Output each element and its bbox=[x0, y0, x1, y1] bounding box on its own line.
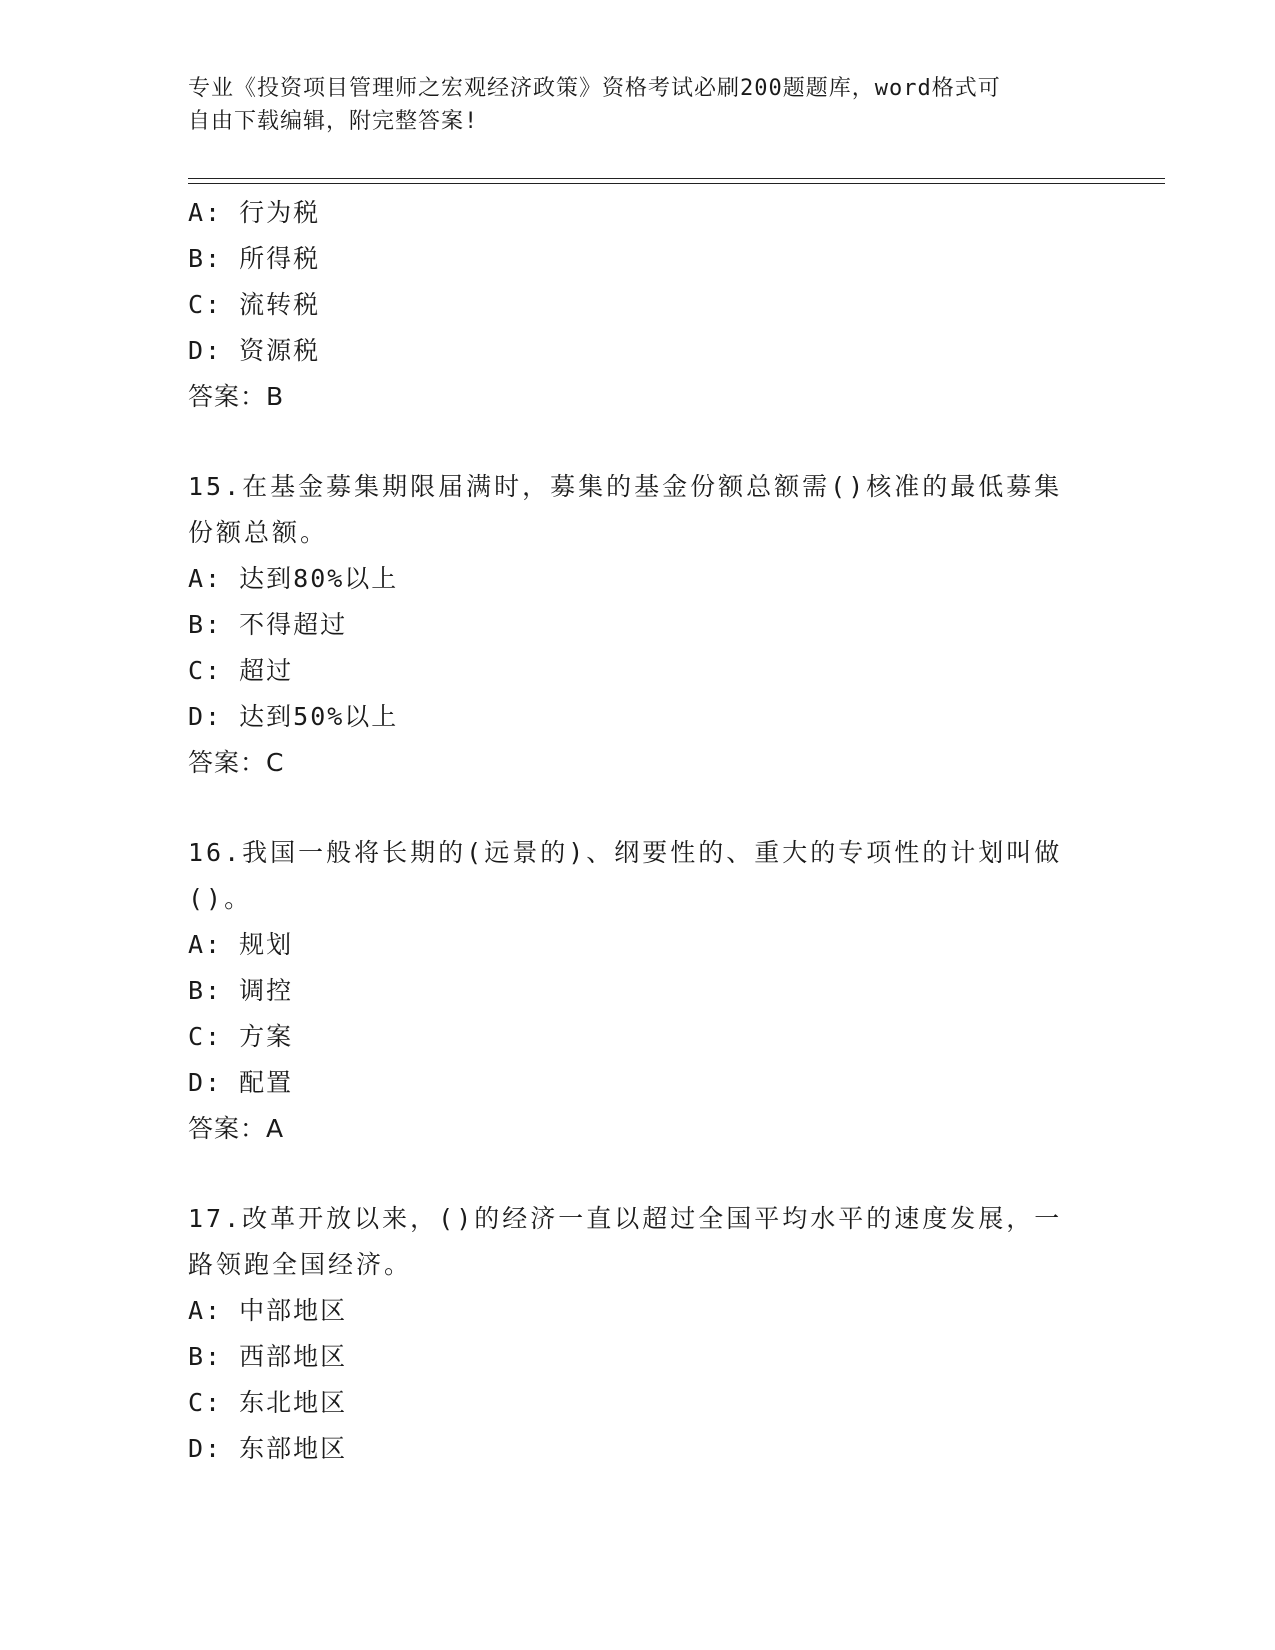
option-a: A: 行为税 bbox=[188, 198, 321, 227]
option-c: C: 超过 bbox=[188, 656, 294, 685]
option-d: D: 配置 bbox=[188, 1068, 294, 1097]
question-spacer bbox=[188, 786, 1088, 830]
question-spacer bbox=[188, 1152, 1088, 1196]
question-15 bbox=[188, 464, 1088, 786]
question-text-line-1: 17.改革开放以来，()的经济一直以超过全国平均水平的速度发展，一 bbox=[188, 1204, 1063, 1233]
question-text-line-1: 15.在基金募集期限届满时，募集的基金份额总额需()核准的最低募集 bbox=[188, 472, 1063, 501]
option-d: D: 资源税 bbox=[188, 336, 321, 365]
document-header bbox=[188, 72, 1088, 138]
question-text-line-1: 16.我国一般将长期的(远景的)、纲要性的、重大的专项性的计划叫做 bbox=[188, 838, 1063, 867]
option-b: B: 调控 bbox=[188, 976, 294, 1005]
option-c: C: 流转税 bbox=[188, 290, 321, 319]
header-divider-bottom bbox=[188, 183, 1165, 184]
question-17 bbox=[188, 1196, 1088, 1472]
question-text-line-2: ()。 bbox=[188, 884, 253, 913]
option-b: B: 所得税 bbox=[188, 244, 321, 273]
header-divider-top bbox=[188, 178, 1165, 179]
option-d: D: 东部地区 bbox=[188, 1434, 348, 1463]
question-spacer bbox=[188, 420, 1088, 464]
question-list bbox=[188, 190, 1088, 1472]
question-14 bbox=[188, 190, 1088, 420]
option-b: B: 不得超过 bbox=[188, 610, 348, 639]
header-title-line-2: 自由下载编辑，附完整答案! bbox=[188, 109, 479, 134]
question-16 bbox=[188, 830, 1088, 1152]
question-text-line-2: 路领跑全国经济。 bbox=[188, 1250, 413, 1279]
option-a: A: 中部地区 bbox=[188, 1296, 348, 1325]
option-a: A: 规划 bbox=[188, 930, 294, 959]
option-c: C: 东北地区 bbox=[188, 1388, 348, 1417]
answer-label: 答案：A bbox=[188, 1114, 285, 1143]
question-text-line-2: 份额总额。 bbox=[188, 518, 329, 547]
answer-label: 答案：B bbox=[188, 382, 285, 411]
header-title-line-1: 专业《投资项目管理师之宏观经济政策》资格考试必刷200题题库，word格式可 bbox=[188, 76, 1001, 101]
option-c: C: 方案 bbox=[188, 1022, 294, 1051]
option-b: B: 西部地区 bbox=[188, 1342, 348, 1371]
option-a: A: 达到80%以上 bbox=[188, 564, 399, 593]
answer-label: 答案：C bbox=[188, 748, 285, 777]
option-d: D: 达到50%以上 bbox=[188, 702, 399, 731]
